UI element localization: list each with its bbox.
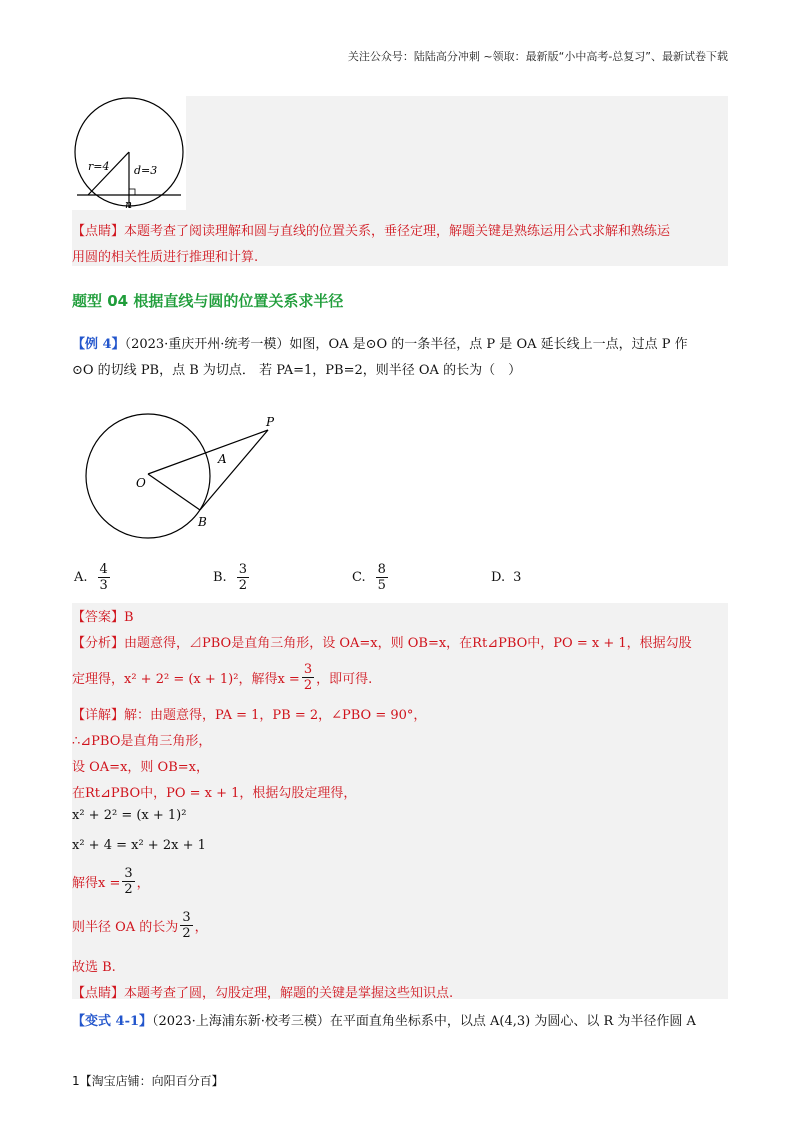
detail-line-5: x² + 2² = (x + 1)²	[72, 808, 187, 823]
d-label: d=3	[134, 164, 158, 177]
point-A-label: A	[218, 452, 227, 466]
point-P-label: P	[266, 415, 275, 429]
circle-figure-1	[72, 96, 186, 210]
n-label: n	[125, 198, 133, 210]
example-tag: 【例 4】	[72, 337, 125, 352]
r-label: r=4	[88, 160, 110, 173]
page-footer: 1【淘宝店铺：向阳百分百】	[72, 1074, 224, 1088]
example-4: 【例 4】（2023·重庆开州·统考一模）如图，OA 是⊙O 的一条半径，点 P 是 OA 延长线上一点，过点 P 作 ⊙O 的切线 PB，点 B 为切点． 若 PA=1，PB=2，则半径 OA 的长为（ ）	[72, 337, 688, 378]
option-d[interactable]: D. 3	[491, 570, 522, 585]
analysis-line-1: 【分析】由题意得，⊿PBO是直角三角形，设 OA=x，则 OB=x，在Rt⊿PBO中，PO = x + 1，根据勾股	[72, 636, 692, 651]
option-a[interactable]: A. $\frac{4}{3}$	[74, 562, 108, 593]
point-B-label: B	[198, 515, 207, 529]
point-O-label: O	[136, 476, 146, 490]
variant-tag: 【变式 4-1】	[72, 1014, 153, 1029]
detail-line-2: ∴⊿PBO是直角三角形，	[72, 734, 212, 749]
option-c[interactable]: C. $\frac{8}{5}$	[352, 562, 386, 593]
detail-line-9: 故选 B.	[72, 960, 116, 975]
analysis-line-2: 定理得，x² + 2² = (x + 1)²，解得x = $\frac{3}{2}$ ，即可得.	[72, 662, 373, 693]
detail-line-7: 解得x = $\frac{3}{2}$ ，	[72, 866, 150, 897]
page-header: 关注公众号：陆陆高分冲刺 ~领取：最新版“小中高考-总复习”、最新试卷下载	[347, 50, 728, 63]
detail-line-4: 在Rt⊿PBO中，PO = x + 1，根据勾股定理得，	[72, 786, 357, 801]
note-1: 【点睛】本题考查了阅读理解和圆与直线的位置关系，垂径定理，解题关键是熟练运用公式求解和熟练运 用圆的相关性质进行推理和计算.	[72, 224, 671, 265]
variant-4-1: 【变式 4-1】（2023·上海浦东新·校考三模）在平面直角坐标系中，以点 A(4,3) 为圆心、以 R 为半径作圆 A	[72, 1014, 696, 1029]
detail-line-6: x² + 4 = x² + 2x + 1	[72, 838, 206, 853]
detail-line-1: 【详解】解：由题意得，PA = 1，PB = 2，∠PBO = 90°，	[72, 708, 427, 723]
note-2: 【点睛】本题考查了圆，勾股定理，解题的关键是掌握这些知识点.	[72, 986, 454, 1001]
option-b[interactable]: B. $\frac{3}{2}$	[213, 562, 247, 593]
detail-line-8: 则半径 OA 的长为 $\frac{3}{2}$ ，	[72, 910, 208, 941]
detail-line-3: 设 OA=x，则 OB=x，	[72, 760, 209, 775]
answer-line: 【答案】B	[72, 610, 134, 625]
note-1-tag: 【点睛】	[72, 224, 125, 239]
section-title: 题型 04 根据直线与圆的位置关系求半径	[72, 292, 344, 310]
circle-figure-2	[80, 408, 300, 558]
